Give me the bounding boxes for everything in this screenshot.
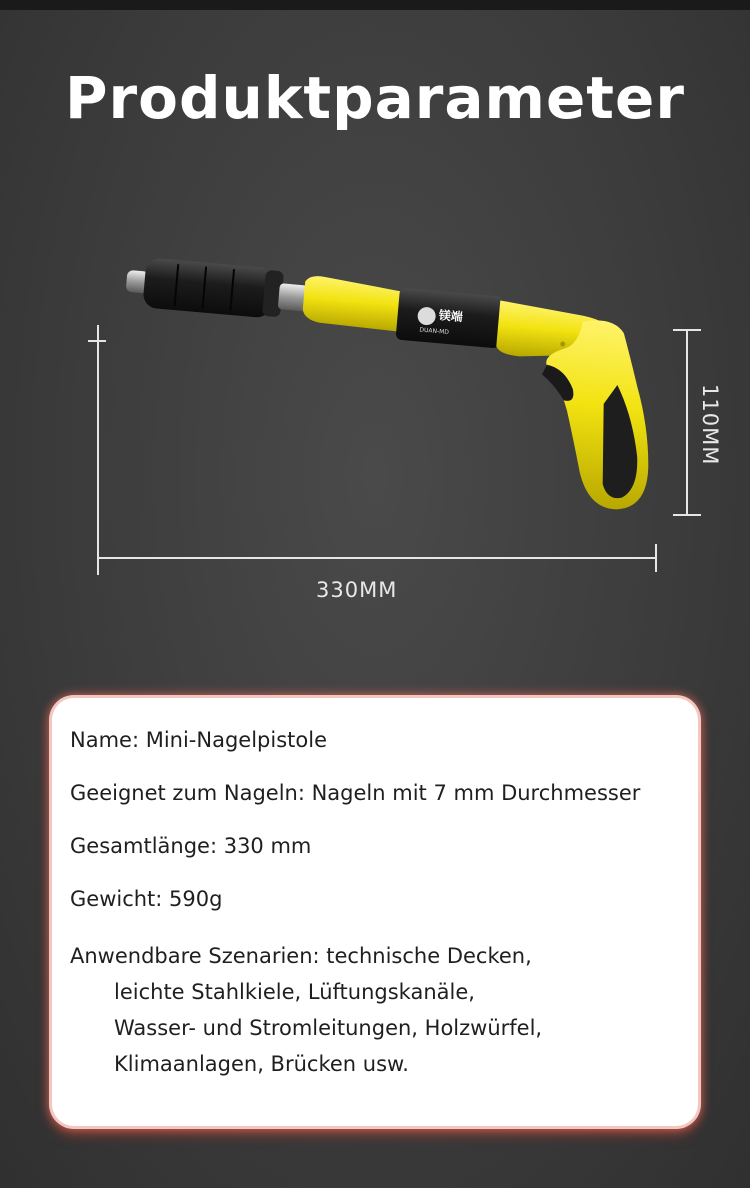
spec-scenarios-line: Anwendbare Szenarien: technische Decken, bbox=[70, 944, 532, 968]
spec-list bbox=[70, 726, 684, 1082]
length-left-tick bbox=[97, 325, 99, 575]
spec-card bbox=[52, 698, 698, 1126]
length-label: 330MM bbox=[316, 578, 398, 602]
spec-suitable: Geeignet zum Nageln: Nageln mit 7 mm Durchmesser bbox=[70, 781, 641, 805]
height-label: 110MM bbox=[698, 384, 722, 466]
brand-logo: 镁端 bbox=[438, 308, 464, 325]
spec-scenarios bbox=[70, 938, 684, 1082]
spec-name: Name: Mini-Nagelpistole bbox=[70, 728, 327, 752]
spec-weight: Gewicht: 590g bbox=[70, 887, 223, 911]
brand-subtext: DUAN-MD bbox=[419, 326, 450, 337]
length-line bbox=[97, 557, 657, 559]
height-bottom-cap bbox=[673, 514, 701, 516]
length-left-cap bbox=[88, 340, 106, 342]
height-line bbox=[686, 329, 688, 515]
spec-scenarios-line: Wasser- und Stromleitungen, Holzwürfel, bbox=[114, 1016, 543, 1040]
page-title: Produktparameter bbox=[65, 64, 685, 132]
spec-scenarios-line: Klimaanlagen, Brücken usw. bbox=[114, 1052, 409, 1076]
nail-gun-image bbox=[110, 255, 670, 535]
length-right-tick bbox=[655, 544, 657, 572]
spec-length: Gesamtlänge: 330 mm bbox=[70, 834, 312, 858]
top-bar bbox=[0, 0, 750, 10]
spec-scenarios-line: leichte Stahlkiele, Lüftungskanäle, bbox=[114, 980, 475, 1004]
